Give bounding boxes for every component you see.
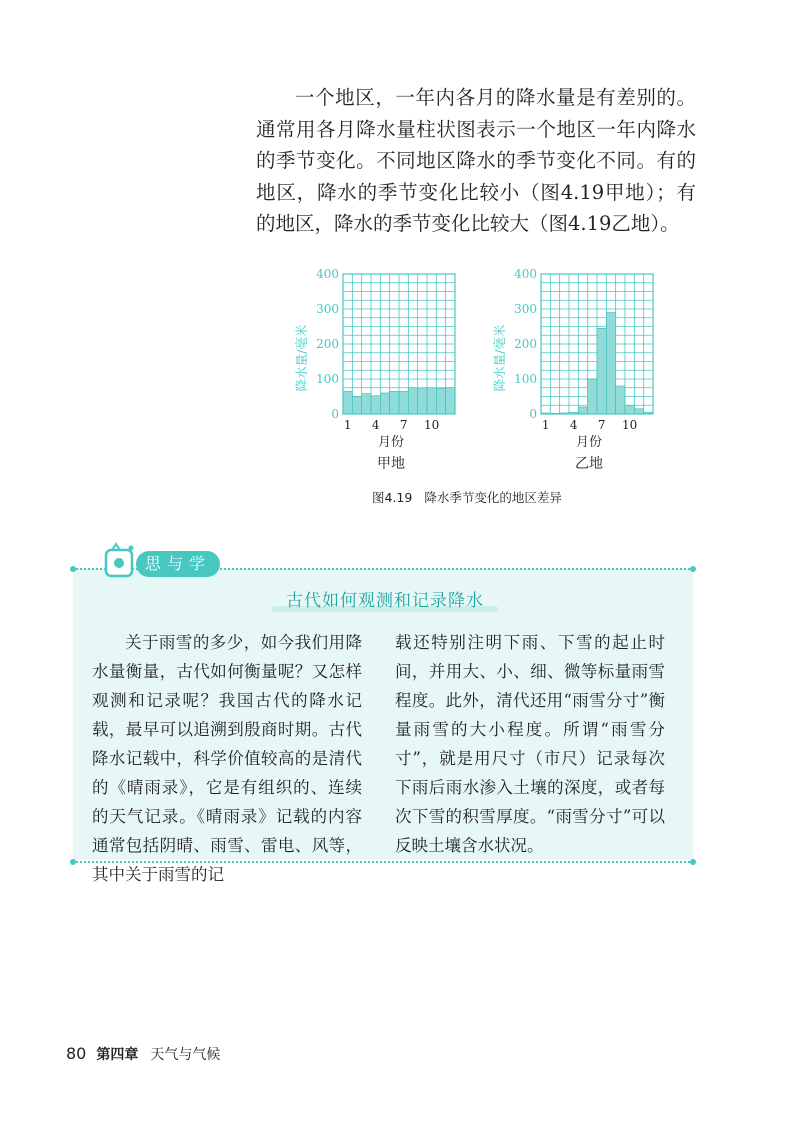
bar-12: [446, 388, 455, 414]
chapter-topic: 天气与气候: [150, 1047, 221, 1063]
figure-caption: [372, 488, 574, 506]
chart-jiadi: [292, 268, 462, 478]
divider-dot: [70, 859, 76, 865]
think-column-right: [395, 628, 665, 860]
bar-10: [625, 405, 634, 414]
bar-6: [390, 391, 399, 414]
y-tick-label: 0: [331, 407, 339, 421]
x-tick-label: 7: [399, 418, 408, 432]
figure-caption-text: 降水季节变化的地区差异: [424, 490, 562, 505]
y-tick-label: 100: [514, 372, 537, 386]
y-tick-label: 400: [316, 267, 339, 281]
y-tick-label: 300: [316, 302, 339, 316]
bar-7: [597, 328, 606, 414]
figure-number: 图4.19: [372, 490, 413, 505]
chapter-label: 第四章: [96, 1047, 139, 1063]
x-tick-label: 10: [424, 418, 440, 432]
bar-5: [578, 407, 587, 414]
divider-dot: [690, 859, 696, 865]
think-badge-label: 思与学: [136, 551, 220, 577]
x-tick-label: 4: [569, 418, 578, 432]
x-tick-label: 7: [597, 418, 606, 432]
x-tick-label: 4: [371, 418, 380, 432]
x-tick-label: 10: [622, 418, 638, 432]
chart-title: 乙地: [575, 456, 603, 472]
x-axis-label: 月份: [575, 435, 603, 450]
y-axis-label: 降水量/毫米: [294, 324, 309, 392]
page-footer: [66, 1044, 220, 1064]
think-title: 古代如何观测和记录降水: [286, 591, 484, 611]
page-number: 80: [66, 1044, 87, 1063]
bar-6: [588, 379, 597, 414]
bar-11: [634, 409, 643, 414]
chart-yidi: [490, 268, 660, 478]
y-tick-label: 300: [514, 302, 537, 316]
thinking-icon: [104, 542, 138, 580]
x-tick-label: 1: [343, 418, 352, 432]
y-tick-label: 100: [316, 372, 339, 386]
think-text-left: 关于雨雪的多少，如今我们用降水量衡量，古代如何衡量呢？又怎样观测和记录呢？我国古代的降水记载，最早可以追溯到殷商时期。古代降水记载中，科学价值较高的是清代的《晴雨录》，它是有组织的、连续的天气记录。《晴雨录》记载的内容通常包括阴晴、雨雪、雷电、风等，其中关于雨雪的记: [92, 633, 362, 884]
bar-9: [418, 389, 427, 414]
y-tick-label: 400: [514, 267, 537, 281]
bar-7: [399, 391, 408, 414]
y-tick-label: 0: [529, 407, 537, 421]
bar-11: [436, 388, 445, 414]
y-axis-label: 降水量/毫米: [492, 324, 507, 392]
bar-4: [371, 396, 380, 414]
chart-title: 甲地: [377, 456, 405, 472]
x-axis-label: 月份: [377, 435, 405, 450]
bar-2: [352, 397, 361, 415]
divider-dot: [70, 566, 76, 572]
bar-3: [362, 394, 371, 414]
bar-8: [606, 313, 615, 415]
intro-text: [256, 82, 696, 240]
bar-9: [616, 386, 625, 414]
bar-5: [380, 393, 389, 414]
bar-8: [408, 388, 417, 414]
y-tick-label: 200: [316, 337, 339, 351]
intro-paragraph: 一个地区，一年内各月的降水量是有差别的。通常用各月降水量柱状图表示一个地区一年内降水的季节变化。不同地区降水的季节变化不同。有的地区，降水的季节变化比较小（图4.19甲地）；有的地区，降水的季节变化比较大（图4.19乙地）。: [256, 86, 696, 235]
think-text-right: 载还特别注明下雨、下雪的起止时间，并用大、小、细、微等标量雨雪程度。此外，清代还用“雨雪分寸”衡量雨雪的大小程度。所谓“雨雪分寸”，就是用尺寸（市尺）记录每次下雨后雨水渗入土壤的深度，或者每次下雪的积雪厚度。“雨雪分寸”可以反映土壤含水状况。: [395, 633, 665, 855]
x-tick-label: 1: [541, 418, 550, 432]
bar-10: [427, 388, 436, 414]
divider-dot: [690, 566, 696, 572]
y-tick-label: 200: [514, 337, 537, 351]
bar-1: [343, 391, 352, 414]
think-column-left: [92, 628, 362, 889]
